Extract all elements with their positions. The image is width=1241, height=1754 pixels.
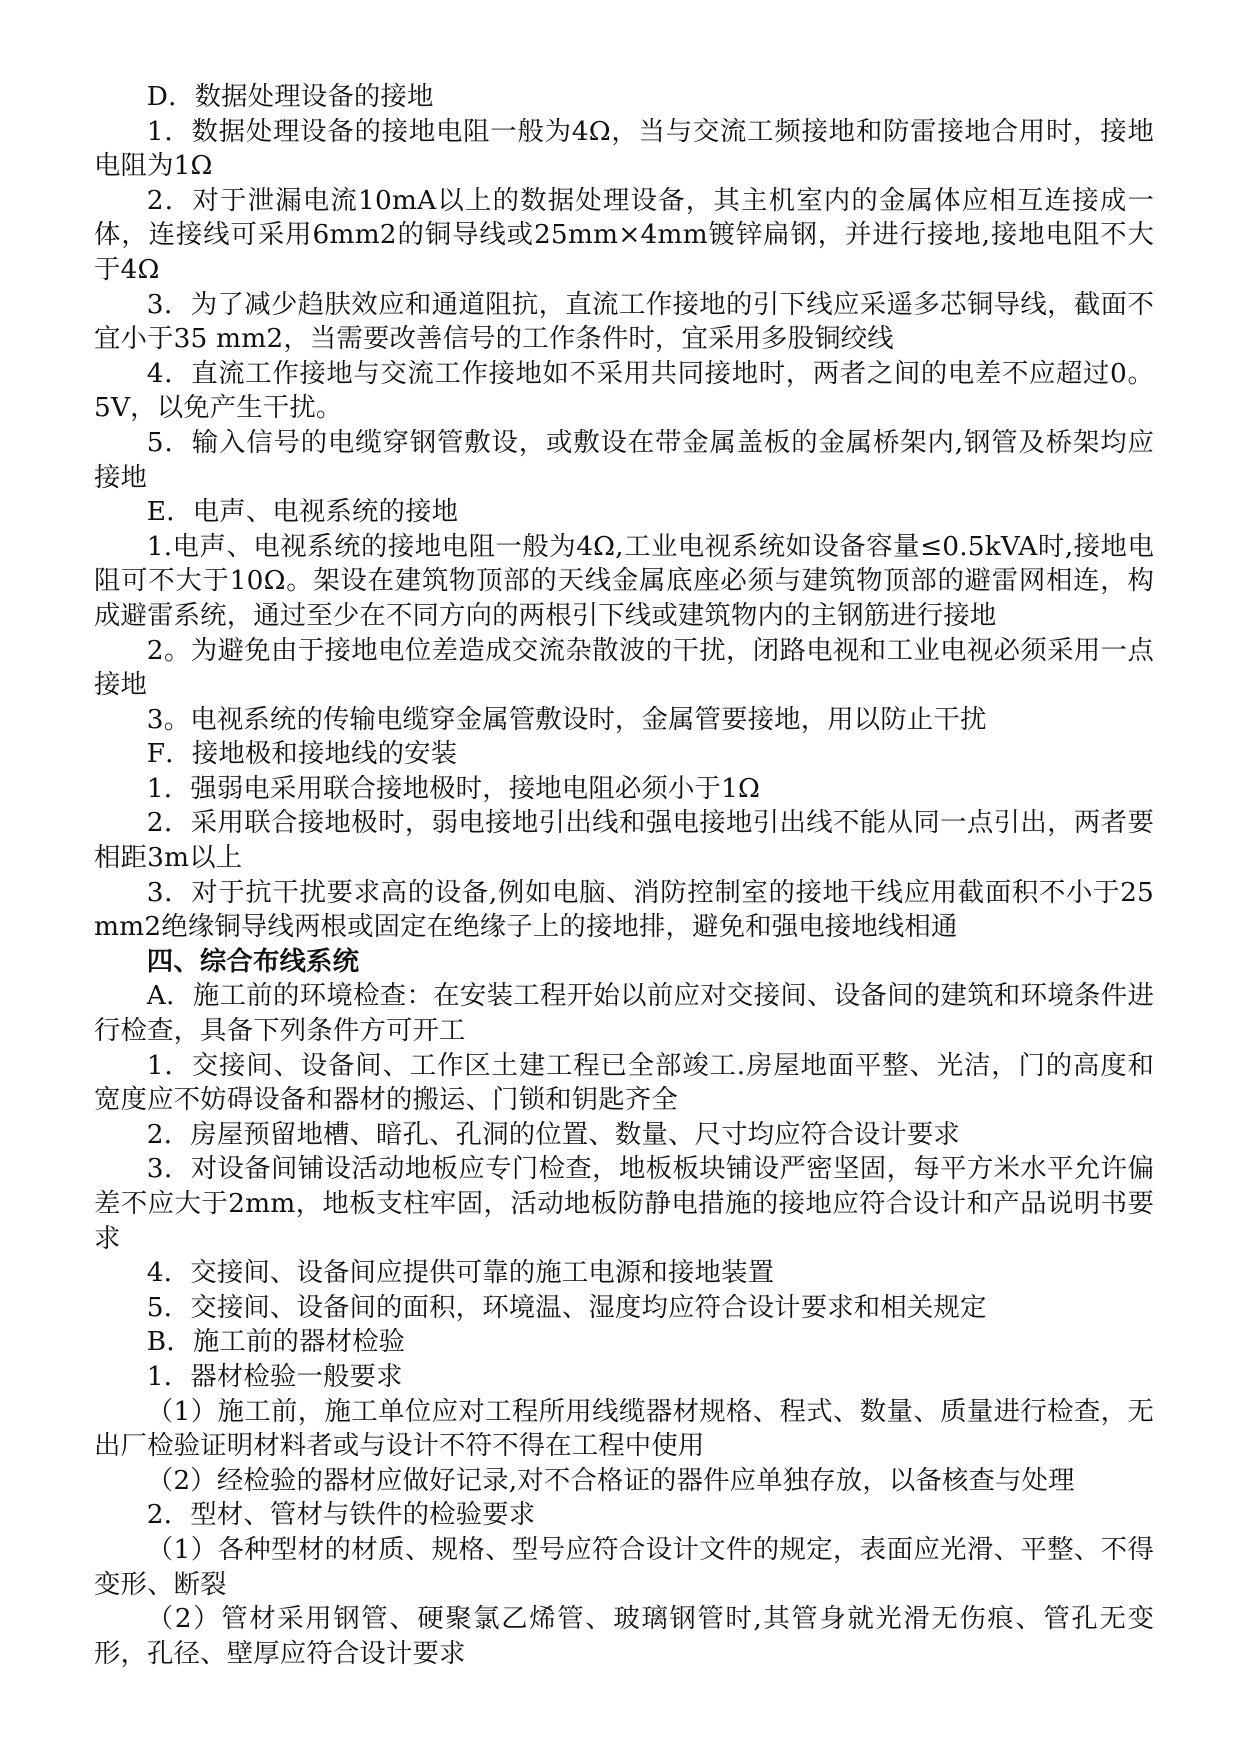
sub-paragraph: （1）施工前，施工单位应对工程所用线缆器材规格、程式、数量、质量进行检查，无出厂检验证明材料者或与设计不符不得在工程中使用 xyxy=(94,1395,1154,1462)
paragraph: 3．对于抗干扰要求高的设备,例如电脑、消防控制室的接地干线应用截面积不小于25 mm2绝缘铜导线两根或固定在绝缘子上的接地排，避免和强电接地线相通 xyxy=(94,876,1154,943)
paragraph: 1．数据处理设备的接地电阻一般为4Ω，当与交流工频接地和防雷接地合用时，接地电阻为1Ω xyxy=(94,115,1154,182)
paragraph: 2．型材、管材与铁件的检验要求 xyxy=(146,1499,536,1531)
paragraph: 5．交接间、设备间的面积，环境温、湿度均应符合设计要求和相关规定 xyxy=(146,1291,987,1323)
paragraph: 1．器材检验一般要求 xyxy=(146,1360,403,1392)
paragraph: 2．采用联合接地极时，弱电接地引出线和强电接地引出线不能从同一点引出，两者要相距3m以上 xyxy=(94,807,1154,874)
document-body xyxy=(94,80,1154,1671)
paragraph: 1．交接间、设备间、工作区土建工程已全部竣工.房屋地面平整、光洁，门的高度和宽度应不妨碍设备和器材的搬运、门锁和钥匙齐全 xyxy=(94,1049,1154,1116)
paragraph: 2．对于泄漏电流10mA以上的数据处理设备，其主机室内的金属体应相互连接成一体，连接线可采用6mm2的铜导线或25mm×4mm镀锌扁钢，并进行接地,接地电阻不大于4Ω xyxy=(94,184,1154,285)
paragraph: 4．直流工作接地与交流工作接地如不采用共同接地时，两者之间的电差不应超过0。5V，以免产生干扰。 xyxy=(94,357,1154,424)
sub-paragraph: （1）各种型材的材质、规格、型号应符合设计文件的规定，表面应光滑、平整、不得变形、断裂 xyxy=(94,1533,1154,1600)
paragraph: A．施工前的环境检查：在安装工程开始以前应对交接间、设备间的建筑和环境条件进行检查，具备下列条件方可开工 xyxy=(94,980,1154,1047)
paragraph: 5．输入信号的电缆穿钢管敷设，或敷设在带金属盖板的金属桥架内,钢管及桥架均应接地 xyxy=(94,426,1154,493)
paragraph: 3。电视系统的传输电缆穿金属管敷设时，金属管要接地，用以防止干扰 xyxy=(146,703,987,735)
paragraph: 2．房屋预留地槽、暗孔、孔洞的位置、数量、尺寸均应符合设计要求 xyxy=(146,1118,960,1150)
paragraph: 3．为了减少趋肤效应和通道阻抗，直流工作接地的引下线应采遥多芯铜导线，截面不宜小于35 mm2，当需要改善信号的工作条件时，宜采用多股铜绞线 xyxy=(94,288,1154,355)
paragraph: 2。为避免由于接地电位差造成交流杂散波的干扰，闭路电视和工业电视必须采用一点接地 xyxy=(94,634,1154,701)
paragraph: 3．对设备间铺设活动地板应专门检查，地板板块铺设严密坚固，每平方米水平允许偏差不应大于2mm，地板支柱牢固，活动地板防静电措施的接地应符合设计和产品说明书要求 xyxy=(94,1153,1154,1254)
section-f-heading: F．接地极和接地线的安装 xyxy=(146,738,458,770)
chapter-heading: 四、综合布线系统 xyxy=(146,945,360,977)
section-d-heading: D．数据处理设备的接地 xyxy=(146,81,434,112)
section-b-heading: B．施工前的器材检验 xyxy=(146,1326,406,1358)
paragraph: 1．强弱电采用联合接地极时，接地电阻必须小于1Ω xyxy=(146,772,761,804)
paragraph: 1.电声、电视系统的接地电阻一般为4Ω,工业电视系统如设备容量≤0.5kVA时,接地电阻可不大于10Ω。架设在建筑物顶部的天线金属底座必须与建筑物顶部的避雷网相连，构成避雷系统，通过至少在不同方向的两根引下线或建筑物内的主钢筋进行接地 xyxy=(94,530,1154,631)
sub-paragraph: （2）管材采用钢管、硬聚氯乙烯管、玻璃钢管时,其管身就光滑无伤痕、管孔无变形，孔径、壁厚应符合设计要求 xyxy=(94,1603,1154,1669)
paragraph: 4．交接间、设备间应提供可靠的施工电源和接地装置 xyxy=(146,1257,775,1289)
section-e-heading: E．电声、电视系统的接地 xyxy=(146,496,459,528)
sub-paragraph: （2）经检验的器材应做好记录,对不合格证的器件应单独存放，以备核查与处理 xyxy=(146,1464,1075,1496)
